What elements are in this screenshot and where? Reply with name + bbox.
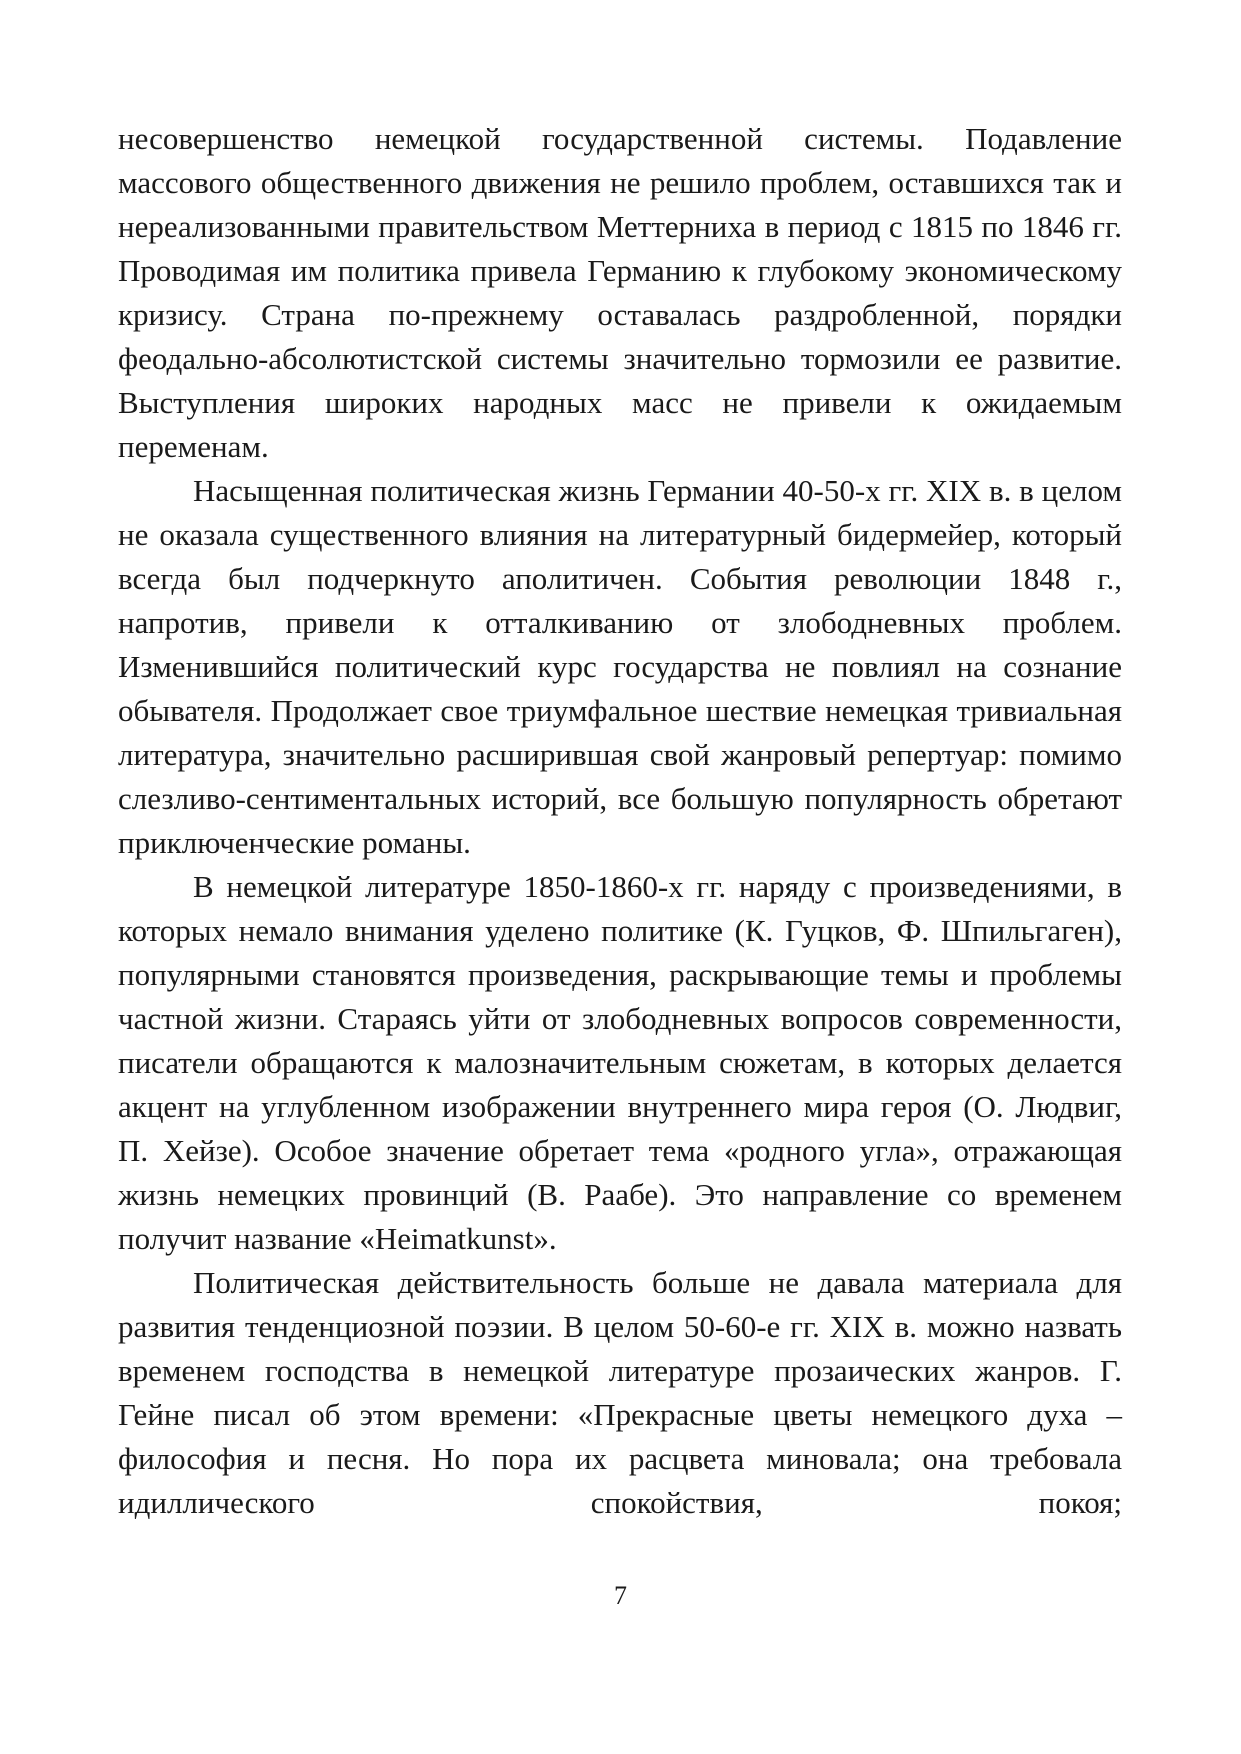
document-page — [118, 117, 1122, 1677]
page-number: 7 — [614, 1581, 627, 1610]
paragraph-biedermeier: Насыщенная политическая жизнь Германии 40-50-х гг. XIX в. в целом не оказала существенного влияния на литературный бидермейер, который всегда был подчеркнуто аполитичен. События революции 1848 г., напротив, привели к отталкиванию от злободневных проблем. Изменившийся политический курс государства не повлиял на сознание обывателя. Продолжает свое триумфальное шествие немецкая тривиальная литература, значительно расширившая свой жанровый репертуар: помимо слезливо-сентиментальных историй, все большую популярность обретают приключенческие романы. — [118, 473, 1122, 860]
paragraph-1850-1860-literature: В немецкой литературе 1850-1860-х гг. наряду с произведениями, в которых немало внимания уделено политике (К. Гуцков, Ф. Шпильгаген), популярными становятся произведения, раскрывающие темы и проблемы частной жизни. Стараясь уйти от злободневных вопросов современности, писатели обращаются к малозначительным сюжетам, в которых делается акцент на углубленном изображении внутреннего мира героя (О. Людвиг, П. Хейзе). Особое значение обретает тема «родного угла», отражающая жизнь немецких провинций (В. Раабе). Это направление со временем получит название «Heimatkunst». — [118, 869, 1122, 1256]
body-text — [118, 117, 1122, 1525]
paragraph-prose-genres: Политическая действительность больше не давала материала для развития тенденциозной поэзии. В целом 50-60-е гг. XIX в. можно назвать временем господства в немецкой литературе прозаических жанров. Г. Гейне писал об этом времени: «Прекрасные цветы немецкого духа – философия и песня. Но пора их расцвета миновала; она требовала идиллического спокойствия, покоя; — [118, 1265, 1122, 1520]
paragraph-continuation: несовершенство немецкой государственной системы. Подавление массового общественного движения не решило проблем, оставшихся так и нереализованными правительством Меттерниха в период с 1815 по 1846 гг. Проводимая им политика привела Германию к глубокому экономическому кризису. Страна по-прежнему оставалась раздробленной, порядки феодально-абсолютистской системы значительно тормозили ее развитие. Выступления широких народных масс не привели к ожидаемым переменам. — [118, 121, 1122, 464]
